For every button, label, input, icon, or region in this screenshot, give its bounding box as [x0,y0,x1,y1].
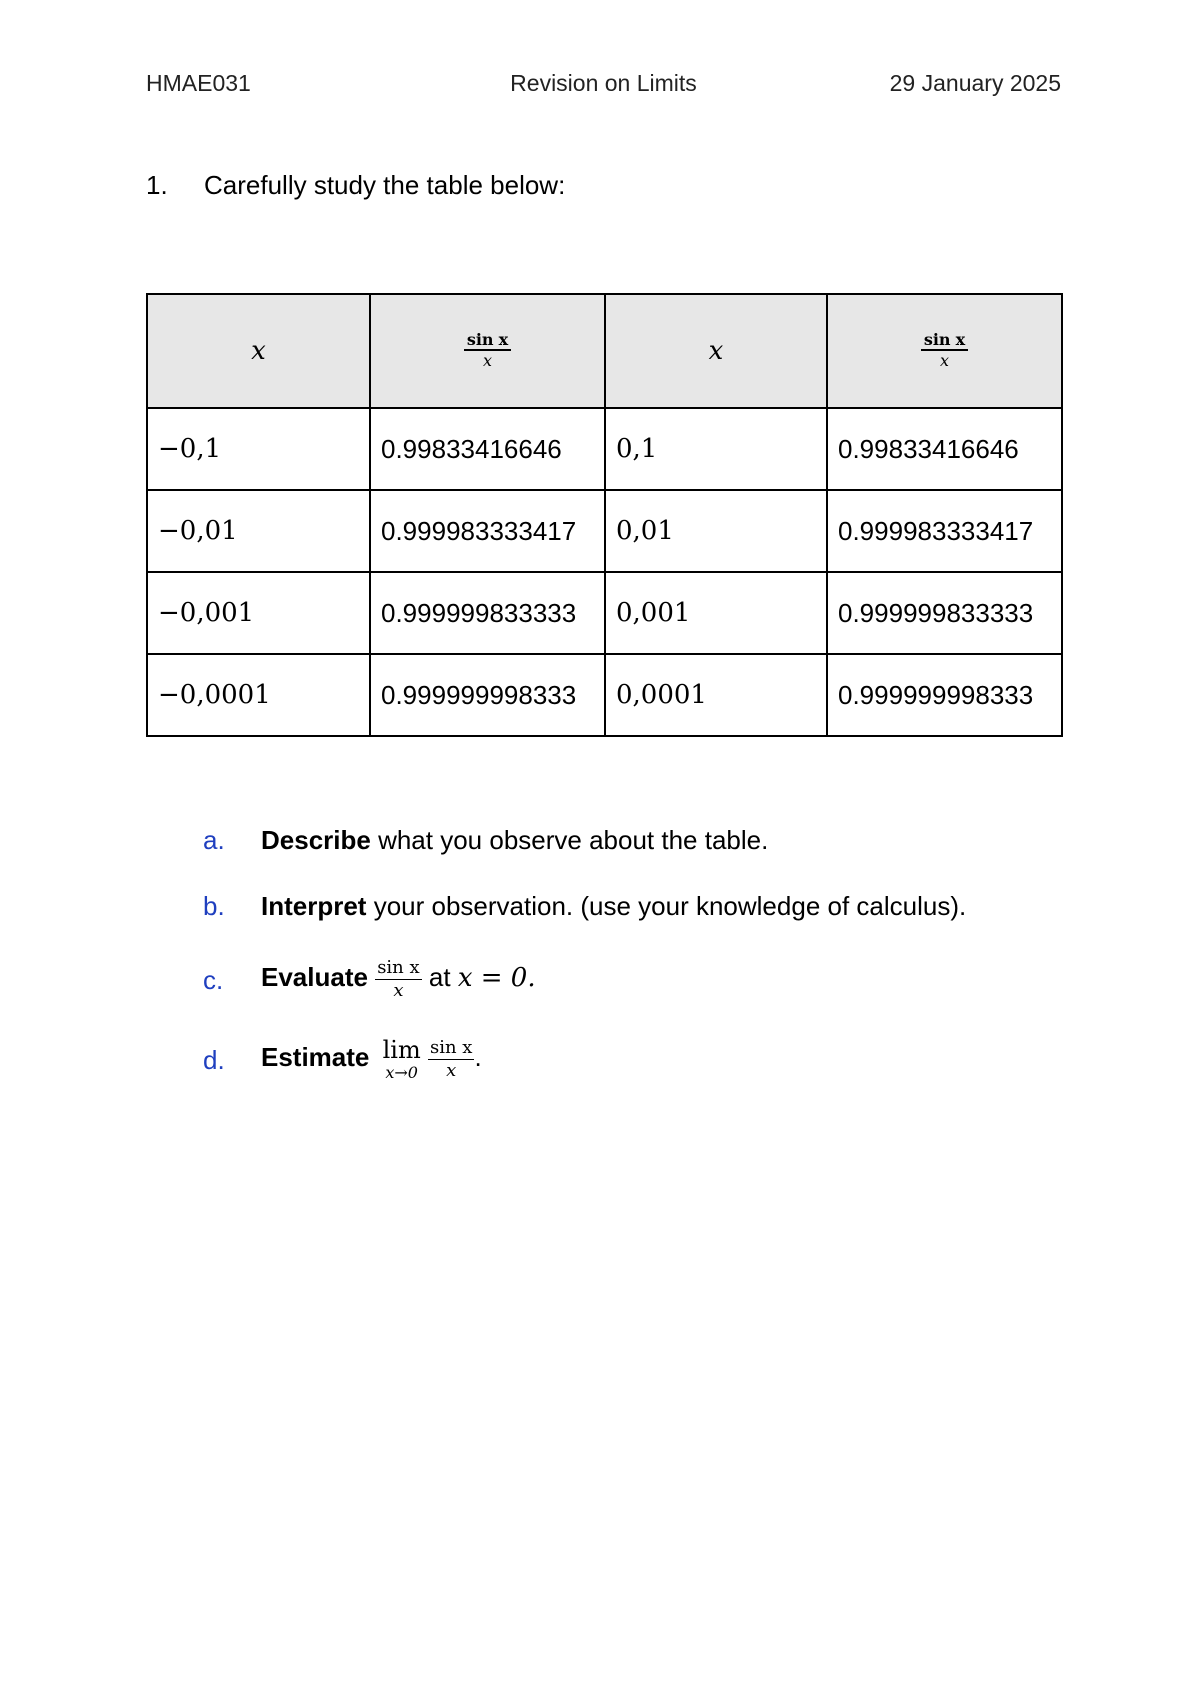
part-label: b. [203,891,225,921]
math-expression: x = 0. [457,962,536,993]
header-sinx-over-x-right [827,294,1062,408]
part-verb: Interpret [261,891,367,921]
table-row [147,408,1062,490]
pos-value-cell: 0.999999833333 [827,572,1062,654]
document-date: 29 January 2025 [889,70,1061,96]
neg-value-cell: 0.99833416646 [370,408,605,490]
document-title: Revision on Limits [510,70,697,96]
table-row [147,654,1062,736]
neg-x-cell: −0,0001 [147,654,370,736]
pos-x-cell: 0,001 [605,572,827,654]
part-text: what you observe about the table. [370,825,769,855]
neg-x-cell: −0,1 [147,408,370,490]
pos-value-cell: 0.99833416646 [827,408,1062,490]
table-header-row [147,294,1062,408]
neg-value-cell: 0.999999998333 [370,654,605,736]
fraction: $\frac{\text{sin x}}{x}$ [429,1037,473,1081]
fraction: $\frac{\text{sin x}}{x}$ [464,330,511,372]
page-header [146,70,1061,100]
part-text: your observation. (use your knowledge of calculus). [366,891,967,921]
neg-value-cell: 0.999983333417 [370,490,605,572]
pos-x-cell: 0,1 [605,408,827,490]
pos-value-cell: 0.999999998333 [827,654,1062,736]
course-code: HMAE031 [146,70,251,96]
question-1 [146,170,565,201]
part-verb: Describe [261,825,371,855]
table-row [147,572,1062,654]
part-text: at [428,961,451,992]
question-prompt: Carefully study the table below: [204,170,566,200]
neg-value-cell: 0.999999833333 [370,572,605,654]
part-verb: Estimate [261,1041,370,1072]
header-sinx-over-x-left [370,294,605,408]
limit-operator: lim x→0 [382,1036,421,1082]
pos-x-cell: 0,01 [605,490,827,572]
part-label: d. [203,1045,225,1075]
fraction: $\frac{\text{sin x}}{x}$ [921,330,968,372]
pos-value-cell: 0.999983333417 [827,490,1062,572]
neg-x-cell: −0,01 [147,490,370,572]
neg-x-cell: −0,001 [147,572,370,654]
header-x-right: x [605,294,827,408]
pos-x-cell: 0,0001 [605,654,827,736]
header-x-left: x [147,294,370,408]
question-number: 1. [146,170,168,200]
fraction: $\frac{\text{sin x}}{x}$ [377,957,420,1001]
part-verb: Evaluate [261,961,368,992]
table-row [147,490,1062,572]
part-label: c. [203,965,224,995]
part-label: a. [203,825,225,855]
values-table [146,293,1063,737]
